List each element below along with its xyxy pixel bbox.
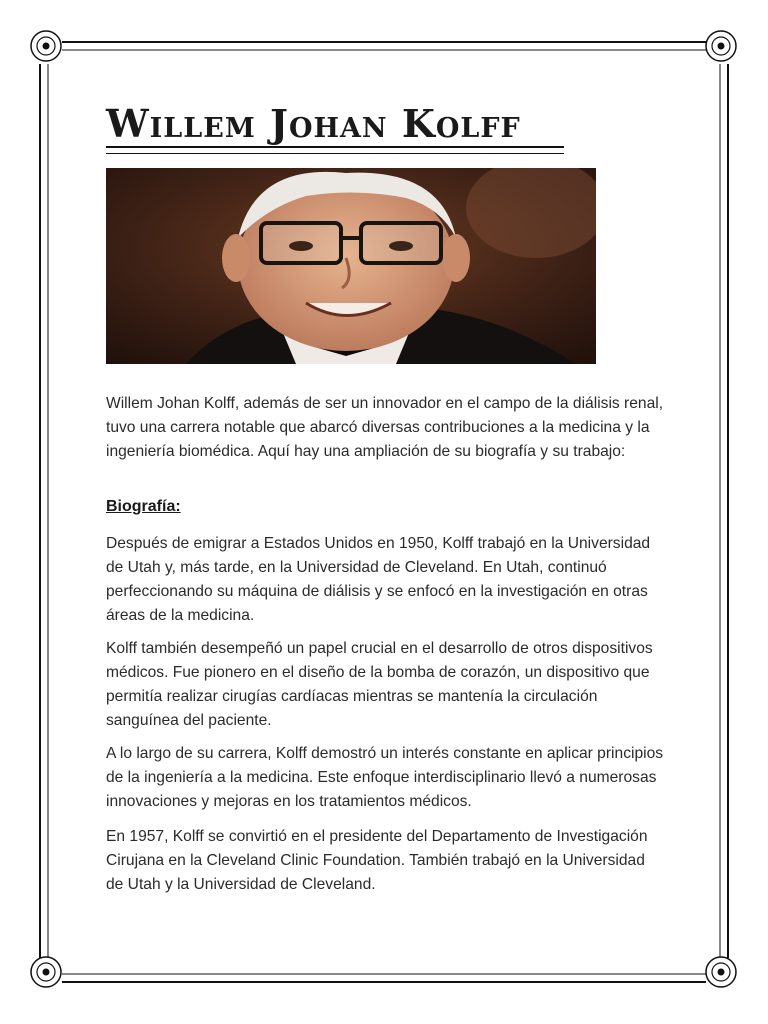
page-title: Willem Johan Kolff (106, 101, 521, 146)
paragraph-4: En 1957, Kolff se convirtió en el presidente del Departamento de Investigación Cirujana en la Cleveland Clinic Foundation. También trabajó en la Universidad de Utah y la Universidad de Cleveland. (106, 828, 648, 893)
corner-ornament-icon (31, 31, 61, 61)
portrait-photo (106, 168, 596, 364)
intro-paragraph: Willem Johan Kolff, además de ser un innovador en el campo de la diálisis renal, tuvo una carrera notable que abarcó diversas contribuciones a la medicina y la ingeniería biomédica. Aquí hay una ampliación de su biografía y su trabajo: (106, 395, 664, 460)
paragraph-1: Después de emigrar a Estados Unidos en 1950, Kolff trabajó en la Universidad de Utah y, más tarde, en la Universidad de Cleveland. En Utah, continuó perfeccionando su máquina de diálisis y se enfocó en la investigación en otras áreas de la medicina. (106, 535, 651, 624)
corner-ornament-icon (31, 957, 61, 987)
title-underline (106, 146, 564, 154)
section-heading: Biografía: (106, 498, 181, 515)
paragraph-2: Kolff también desempeñó un papel crucial en el desarrollo de otros dispositivos médicos. Fue pionero en el diseño de la bomba de corazón, un dispositivo que permitía realizar cirugías cardíacas mientras se mantenía la circulación sanguínea del paciente. (106, 640, 653, 729)
corner-ornament-icon (706, 31, 736, 61)
paragraph-3: A lo largo de su carrera, Kolff demostró un interés constante en aplicar principios de la ingeniería a la medicina. Este enfoque interdisciplinario llevó a numerosas innovaciones y mejoras en los tratamientos médicos. (106, 745, 664, 810)
corner-ornament-icon (706, 957, 736, 987)
